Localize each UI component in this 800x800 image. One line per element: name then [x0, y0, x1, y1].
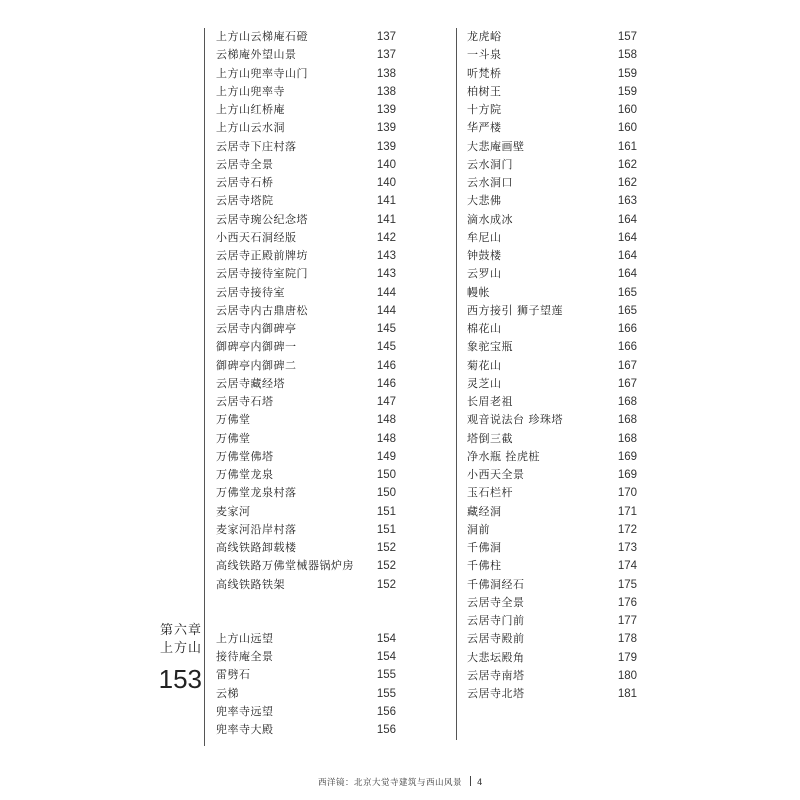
toc-entry-title: 棉花山 [467, 322, 502, 335]
toc-entry [216, 28, 396, 46]
toc-entry-page: 167 [617, 359, 637, 372]
toc-entry [467, 302, 637, 320]
toc-entry [467, 247, 637, 265]
toc-entry [216, 576, 396, 594]
toc-entry [467, 411, 637, 429]
toc-entry [467, 284, 637, 302]
toc-entry-page: 164 [617, 268, 637, 281]
toc-entry-title: 云罗山 [467, 267, 502, 281]
toc-entry-page: 170 [617, 487, 637, 500]
toc-entry-title: 万佛堂 [216, 431, 251, 445]
toc-entry-page: 152 [376, 542, 396, 554]
chapter-number: 第六章 [159, 623, 202, 638]
toc-entry [467, 101, 637, 119]
toc-entry-title: 华严楼 [467, 121, 502, 135]
toc-entry-title: 十方院 [467, 103, 502, 116]
toc-entry [467, 156, 637, 174]
toc-entry-page: 173 [617, 542, 637, 554]
toc-entry [467, 649, 637, 667]
toc-entry-title: 千佛洞 [467, 541, 502, 554]
toc-entry-title: 兜率寺远望 [216, 704, 274, 718]
middle-divider-line [456, 28, 457, 740]
toc-entry [216, 503, 396, 521]
toc-entry-page: 146 [376, 359, 396, 372]
toc-entry-title: 云居寺琬公纪念塔 [216, 212, 308, 226]
toc-entry-page: 138 [376, 85, 396, 98]
toc-entry-page: 169 [617, 469, 637, 481]
chapter-gap [216, 594, 396, 630]
toc-entry-title: 长眉老祖 [467, 395, 513, 408]
toc-entry-title: 上方山红桥庵 [216, 103, 285, 116]
toc-entry [216, 721, 396, 739]
toc-entry-title: 西方接引 狮子望莲 [467, 303, 563, 317]
toc-entry [216, 630, 396, 648]
toc-entry-title: 上方山兜率寺 [216, 84, 285, 98]
toc-entry-page: 140 [376, 158, 396, 171]
toc-entry-title: 净水瓶 拴虎桩 [467, 449, 540, 463]
toc-entry-title: 雷劈石 [216, 668, 251, 682]
toc-entry-page: 145 [376, 323, 396, 335]
toc-entry [216, 65, 396, 83]
toc-entry [467, 484, 637, 502]
toc-entry-page: 164 [617, 250, 637, 262]
toc-entry-title: 万佛堂龙泉 [216, 468, 274, 481]
toc-entry [467, 265, 637, 283]
toc-entry-title: 龙虎峪 [467, 30, 502, 43]
toc-entry-title: 云居寺接待室院门 [216, 267, 308, 281]
toc-entry-title: 云梯 [216, 686, 239, 700]
left-divider-line [204, 28, 205, 746]
toc-entry-title: 塔倒三截 [467, 431, 513, 445]
toc-entry [216, 539, 396, 557]
toc-entry [467, 375, 637, 393]
toc-entry-title: 御碑亭内御碑二 [216, 358, 297, 372]
toc-entry-title: 藏经洞 [467, 504, 502, 518]
toc-entry-page: 143 [376, 250, 396, 262]
toc-entry-page: 139 [376, 140, 396, 153]
toc-entry-page: 137 [376, 31, 396, 43]
toc-entry-page: 151 [376, 523, 396, 536]
toc-entry-title: 云居寺正殿前牌坊 [216, 249, 308, 262]
toc-entry-page: 165 [617, 286, 637, 299]
toc-entry [216, 338, 396, 356]
toc-entry [467, 557, 637, 575]
toc-entry-page: 150 [376, 487, 396, 500]
chapter-page: 153 [158, 664, 202, 694]
left-toc-column [216, 28, 396, 739]
toc-entry-page: 151 [376, 505, 396, 518]
toc-entry-page: 180 [617, 669, 637, 682]
toc-entry-page: 156 [376, 705, 396, 718]
right-toc-column [467, 28, 637, 703]
toc-entry-title: 万佛堂佛塔 [216, 449, 274, 463]
toc-entry [216, 229, 396, 247]
toc-entry-page: 177 [617, 615, 637, 627]
toc-entry [216, 101, 396, 119]
toc-entry-page: 166 [617, 341, 637, 354]
toc-entry-title: 大悲坛殿角 [467, 650, 525, 664]
toc-entry-page: 150 [376, 469, 396, 481]
toc-entry [216, 284, 396, 302]
toc-entry-title: 菊花山 [467, 358, 502, 372]
footer-book-title: 西洋镜：北京大觉寺建筑与西山风景 [318, 778, 463, 788]
toc-entry-page: 171 [617, 505, 637, 518]
toc-entry [216, 393, 396, 411]
toc-entry [467, 46, 637, 64]
toc-entry [216, 521, 396, 539]
toc-entry-title: 云水洞口 [467, 176, 513, 189]
toc-group-chapter-six-continued [467, 28, 637, 703]
toc-entry [216, 211, 396, 229]
toc-entry-page: 154 [376, 651, 396, 663]
toc-entry-title: 云居寺全景 [216, 157, 274, 171]
toc-entry-page: 142 [376, 231, 396, 244]
toc-entry-title: 云居寺接待室 [216, 285, 285, 299]
toc-entry-title: 兜率寺大殿 [216, 723, 274, 736]
toc-entry [467, 28, 637, 46]
toc-entry-title: 云居寺南塔 [467, 668, 525, 682]
toc-entry-page: 172 [617, 523, 637, 536]
toc-entry-title: 听梵桥 [467, 66, 502, 80]
toc-entry-page: 146 [376, 377, 396, 390]
toc-entry [467, 119, 637, 137]
toc-entry-title: 云梯庵外望山景 [216, 48, 297, 62]
toc-entry-page: 175 [617, 578, 637, 591]
toc-entry-title: 千佛洞经石 [467, 577, 525, 591]
toc-entry [467, 65, 637, 83]
toc-entry [216, 466, 396, 484]
toc-entry-page: 141 [376, 195, 396, 208]
toc-entry-page: 158 [617, 49, 637, 62]
toc-entry-title: 万佛堂龙泉村落 [216, 486, 297, 500]
toc-entry [216, 192, 396, 210]
toc-entry-page: 138 [376, 67, 396, 80]
toc-entry [467, 630, 637, 648]
toc-entry [467, 594, 637, 612]
toc-entry [216, 247, 396, 265]
toc-entry [467, 448, 637, 466]
toc-entry-title: 云居寺塔院 [216, 194, 274, 208]
toc-entry [467, 357, 637, 375]
chapter-heading [152, 622, 202, 696]
toc-group-previous-chapter [216, 28, 396, 594]
toc-entry-page: 162 [617, 177, 637, 189]
toc-entry-page: 164 [617, 213, 637, 226]
toc-entry-page: 144 [376, 286, 396, 299]
toc-entry [216, 302, 396, 320]
toc-entry-title: 一斗泉 [467, 48, 502, 62]
toc-entry-title: 云居寺石桥 [216, 176, 274, 189]
toc-entry-title: 上方山兜率寺山门 [216, 66, 308, 80]
toc-entry [467, 576, 637, 594]
toc-entry-page: 174 [617, 560, 637, 573]
toc-entry [467, 229, 637, 247]
toc-entry-title: 云居寺石塔 [216, 395, 274, 408]
toc-entry-page: 141 [376, 213, 396, 226]
toc-entry-title: 小西天全景 [467, 468, 525, 481]
toc-entry-title: 麦家河沿岸村落 [216, 522, 297, 536]
toc-entry [216, 119, 396, 137]
toc-entry-page: 160 [617, 104, 637, 116]
toc-entry-page: 152 [376, 578, 396, 591]
toc-entry [467, 138, 637, 156]
toc-entry-title: 滴水成冰 [467, 212, 513, 226]
toc-entry [216, 448, 396, 466]
footer-separator [470, 776, 471, 786]
toc-entry-page: 148 [376, 414, 396, 427]
toc-entry-title: 万佛堂 [216, 413, 251, 427]
toc-entry [467, 430, 637, 448]
toc-entry [467, 320, 637, 338]
toc-entry [467, 667, 637, 685]
toc-entry-title: 上方山云水洞 [216, 121, 285, 135]
toc-entry-title: 上方山远望 [216, 631, 274, 645]
toc-entry-page: 154 [376, 632, 396, 645]
toc-entry-title: 牟尼山 [467, 230, 502, 244]
toc-group-chapter-six [216, 630, 396, 740]
toc-entry [216, 174, 396, 192]
toc-entry-page: 140 [376, 177, 396, 189]
toc-entry-page: 143 [376, 268, 396, 281]
toc-entry [216, 357, 396, 375]
toc-entry-title: 象驼宝瓶 [467, 340, 513, 354]
toc-entry-page: 152 [376, 560, 396, 573]
toc-entry-title: 云居寺全景 [467, 595, 525, 609]
toc-entry-title: 玉石栏杆 [467, 486, 513, 500]
toc-entry [216, 557, 396, 575]
toc-entry [216, 430, 396, 448]
toc-entry [216, 156, 396, 174]
toc-entry-page: 139 [376, 122, 396, 135]
toc-entry-title: 麦家河 [216, 504, 251, 518]
toc-entry-page: 161 [617, 140, 637, 153]
toc-entry-page: 160 [617, 122, 637, 135]
toc-entry-title: 高线铁路万佛堂械器锅炉房 [216, 559, 354, 573]
toc-entry-page: 176 [617, 596, 637, 609]
toc-entry-page: 137 [376, 49, 396, 62]
toc-entry-page: 144 [376, 304, 396, 317]
toc-entry-title: 高线铁路卸载楼 [216, 541, 297, 554]
toc-entry-page: 159 [617, 67, 637, 80]
toc-entry [467, 539, 637, 557]
toc-entry [467, 393, 637, 411]
toc-entry-page: 155 [376, 669, 396, 682]
toc-entry-page: 156 [376, 724, 396, 736]
toc-entry-page: 139 [376, 104, 396, 116]
toc-entry [467, 174, 637, 192]
toc-entry [216, 138, 396, 156]
toc-entry-page: 181 [617, 688, 637, 700]
toc-entry-title: 灵芝山 [467, 376, 502, 390]
toc-entry-title: 幔帐 [467, 285, 490, 299]
toc-entry-page: 167 [617, 377, 637, 390]
toc-entry-title: 观音说法台 珍珠塔 [467, 413, 563, 427]
toc-entry-title: 洞前 [467, 522, 490, 536]
toc-entry [216, 46, 396, 64]
toc-entry-page: 169 [617, 450, 637, 463]
toc-entry [216, 411, 396, 429]
toc-entry [216, 320, 396, 338]
toc-entry-title: 云水洞门 [467, 157, 513, 171]
toc-entry-title: 上方山云梯庵石磴 [216, 30, 308, 43]
toc-entry [216, 648, 396, 666]
toc-entry-title: 云居寺内御碑亭 [216, 322, 297, 335]
toc-entry-title: 云居寺内古鼎唐松 [216, 303, 308, 317]
chapter-name: 上方山 [159, 641, 202, 656]
toc-entry-page: 168 [617, 414, 637, 427]
toc-entry [467, 192, 637, 210]
toc-entry-page: 163 [617, 195, 637, 208]
toc-entry-page: 162 [617, 158, 637, 171]
toc-entry-page: 149 [376, 450, 396, 463]
toc-entry [216, 484, 396, 502]
toc-entry [467, 211, 637, 229]
toc-entry-page: 157 [617, 31, 637, 43]
toc-entry-title: 云居寺门前 [467, 614, 525, 627]
toc-entry [216, 666, 396, 684]
toc-entry-title: 高线铁路铁架 [216, 577, 285, 591]
toc-entry-title: 云居寺藏经塔 [216, 376, 285, 390]
toc-entry [467, 685, 637, 703]
toc-entry [467, 503, 637, 521]
toc-entry-page: 159 [617, 85, 637, 98]
toc-entry-page: 168 [617, 396, 637, 408]
toc-entry [216, 375, 396, 393]
toc-entry-page: 155 [376, 687, 396, 700]
toc-entry [216, 83, 396, 101]
toc-entry-title: 接待庵全景 [216, 650, 274, 663]
page-footer [318, 776, 483, 788]
toc-entry-page: 165 [617, 304, 637, 317]
toc-entry-title: 千佛柱 [467, 559, 502, 573]
toc-entry-title: 柏树王 [467, 84, 502, 98]
toc-entry-page: 166 [617, 323, 637, 335]
toc-entry-title: 钟鼓楼 [467, 249, 502, 262]
toc-entry-page: 168 [617, 432, 637, 445]
toc-entry-page: 145 [376, 341, 396, 354]
toc-entry [216, 265, 396, 283]
toc-entry-title: 云居寺下庄村落 [216, 139, 297, 153]
toc-entry-title: 云居寺殿前 [467, 632, 525, 646]
toc-entry-title: 云居寺北塔 [467, 687, 525, 700]
toc-entry-page: 147 [376, 396, 396, 408]
toc-entry [467, 466, 637, 484]
toc-entry [216, 685, 396, 703]
toc-entry-title: 大悲庵画壁 [467, 139, 525, 153]
toc-entry [467, 83, 637, 101]
toc-entry-title: 御碑亭内御碑一 [216, 340, 297, 354]
toc-entry-title: 大悲佛 [467, 194, 502, 208]
toc-entry-page: 178 [617, 633, 637, 646]
toc-entry-page: 179 [617, 651, 637, 664]
toc-entry [467, 521, 637, 539]
toc-entry-page: 164 [617, 231, 637, 244]
footer-page-number: 4 [477, 778, 483, 788]
toc-entry-title: 小西天石洞经版 [216, 230, 297, 244]
toc-entry-page: 148 [376, 432, 396, 445]
toc-entry [216, 703, 396, 721]
toc-entry [467, 612, 637, 630]
toc-entry [467, 338, 637, 356]
